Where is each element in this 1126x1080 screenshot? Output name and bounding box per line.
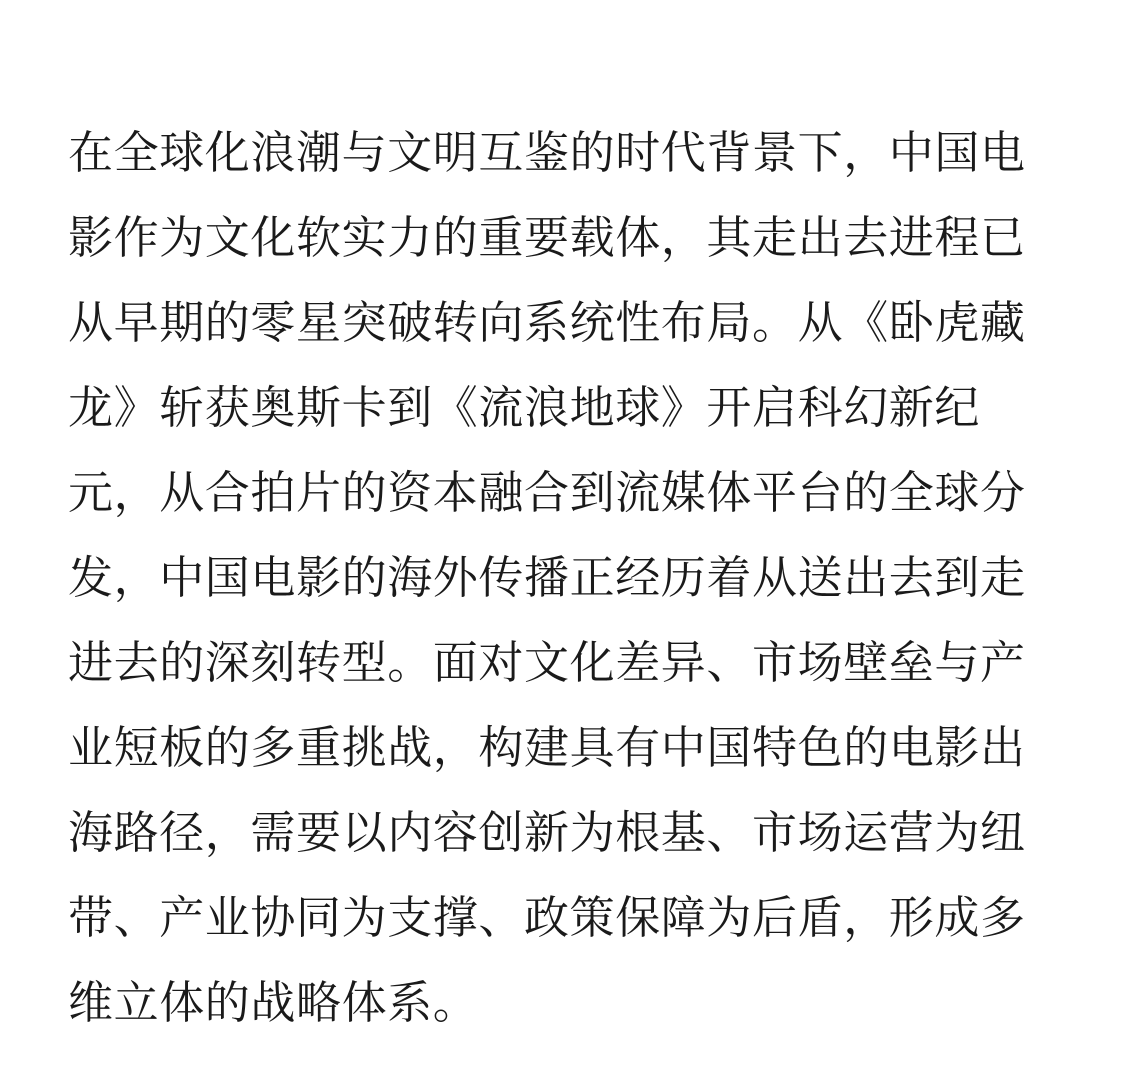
text-line: 海路径，需要以内容创新为根基、市场运营为纽 (68, 806, 1026, 859)
text-line: 元，从合拍片的资本融合到流媒体平台的全球分 (68, 466, 1026, 519)
text-line: 从早期的零星突破转向系统性布局。从《卧虎藏 (68, 296, 1026, 349)
text-line: 进去的深刻转型。面对文化差异、市场壁垒与产 (68, 636, 1026, 689)
article-body (68, 110, 1048, 1045)
text-line: 业短板的多重挑战，构建具有中国特色的电影出 (68, 721, 1026, 774)
text-line: 带、产业协同为支撑、政策保障为后盾，形成多 (68, 891, 1026, 944)
text-line: 在全球化浪潮与文明互鉴的时代背景下，中国电 (68, 126, 1026, 179)
text-line: 龙》斩获奥斯卡到《流浪地球》开启科幻新纪 (68, 381, 981, 434)
text-line: 影作为文化软实力的重要载体，其走出去进程已 (68, 211, 1026, 264)
text-line: 维立体的战略体系。 (68, 976, 479, 1029)
text-line: 发，中国电影的海外传播正经历着从送出去到走 (68, 551, 1026, 604)
